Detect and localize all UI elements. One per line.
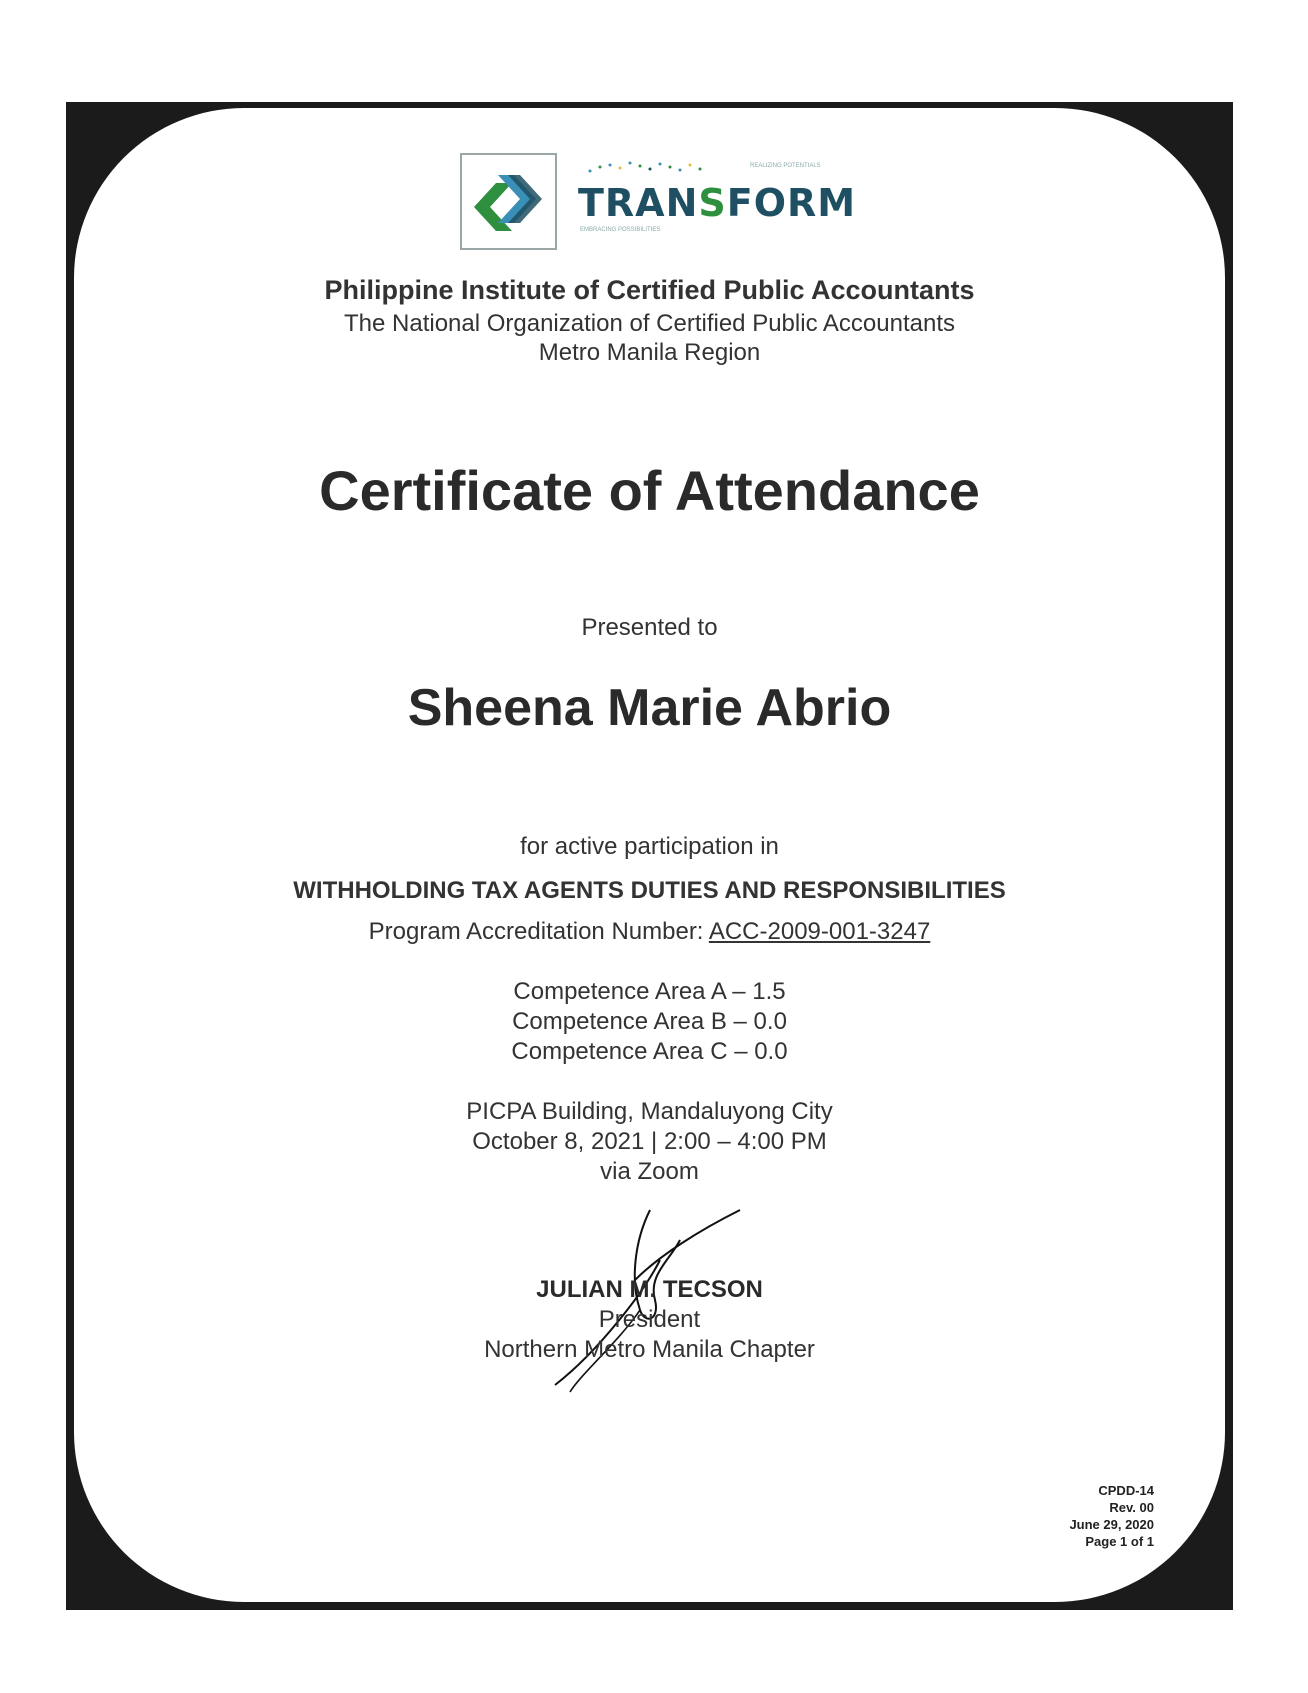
form-date: June 29, 2020 — [1069, 1517, 1154, 1532]
participation-text: for active participation in — [520, 833, 779, 860]
competence-area-c: Competence Area C – 0.0 — [511, 1038, 788, 1065]
competence-area-b: Competence Area B – 0.0 — [512, 1008, 787, 1035]
logo-tagline-top: REALIZING POTENTIALS — [750, 163, 821, 169]
form-page: Page 1 of 1 — [1085, 1534, 1154, 1549]
accreditation-label: Program Accreditation Number: — [368, 918, 704, 945]
organization-name: Philippine Institute of Certified Public Accountants — [324, 275, 975, 305]
event-mode: via Zoom — [600, 1158, 699, 1185]
signatory-name: JULIAN M. TECSON — [536, 1276, 763, 1303]
form-revision: Rev. 00 — [1109, 1500, 1154, 1515]
transform-wordmark: TRANSFORM — [578, 181, 857, 225]
recipient-name: Sheena Marie Abrio — [407, 679, 892, 737]
accreditation-line — [66, 918, 1233, 946]
signatory-title: President — [598, 1306, 701, 1333]
chevron-arrows-logo-icon — [460, 153, 557, 250]
organization-region: Metro Manila Region — [538, 339, 761, 366]
program-title: WITHHOLDING TAX AGENTS DUTIES AND RESPONSIBILITIES — [293, 877, 1006, 904]
certificate-title: Certificate of Attendance — [319, 459, 980, 522]
form-code-block — [1069, 1482, 1154, 1550]
accreditation-number: ACC-2009-001-3247 — [708, 918, 931, 945]
signatory-chapter: Northern Metro Manila Chapter — [484, 1336, 815, 1363]
organization-subtitle: The National Organization of Certified Public Accountants — [343, 310, 955, 337]
event-venue: PICPA Building, Mandaluyong City — [466, 1098, 833, 1125]
transform-logo — [460, 153, 860, 253]
logo-tagline-bottom: EMBRACING POSSIBILITIES — [580, 227, 661, 233]
presented-to-label: Presented to — [581, 614, 718, 641]
event-datetime: October 8, 2021 | 2:00 – 4:00 PM — [472, 1128, 827, 1155]
form-code: CPDD-14 — [1098, 1483, 1154, 1498]
competence-area-a: Competence Area A – 1.5 — [513, 978, 786, 1005]
